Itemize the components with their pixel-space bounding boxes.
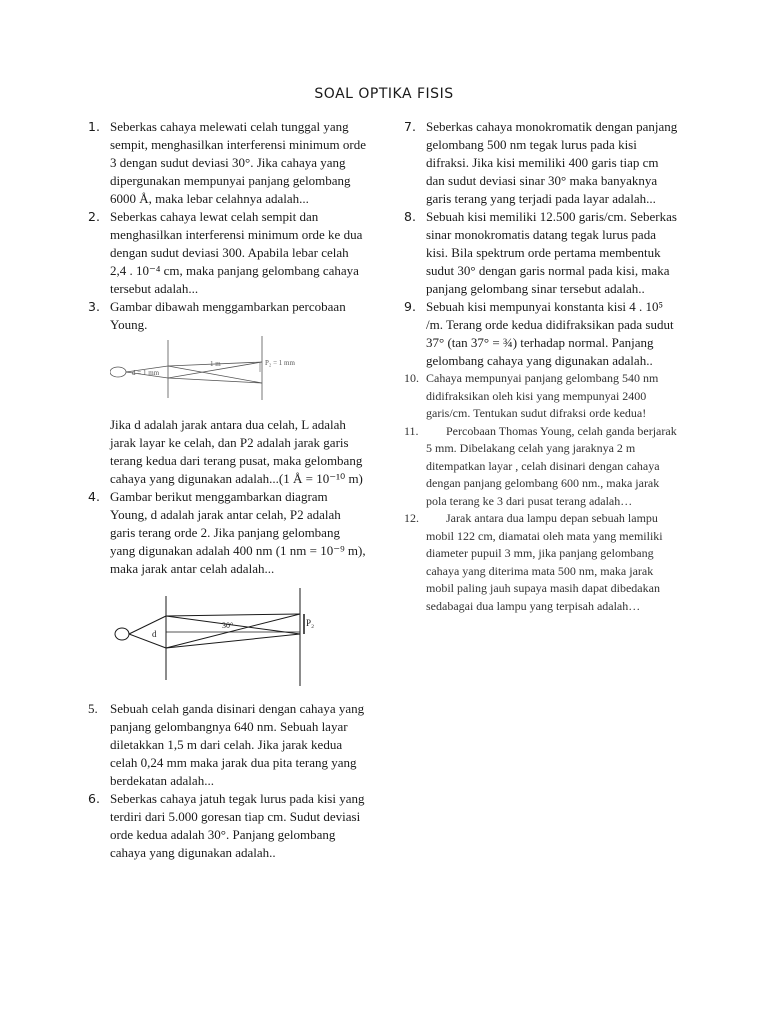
question-text: Gambar berikut menggambarkan diagram Young, d adalah jarak antar celah, P2 adalah garis terang orde 2. Jika panjang gelombang yang digunakan adalah 400 nm (1 nm = 10⁻⁹ m), maka jarak antar celah adalah... [110, 489, 366, 576]
question-text: Seberkas cahaya melewati celah tunggal yang sempit, menghasilkan interferensi minimum orde 3 dengan sudut deviasi 30°. Jika cahaya yang dipergunakan mempunyai panjang gelombang 6000 Å, maka lebar celahnya adalah... [110, 119, 366, 206]
question-3 [88, 298, 366, 334]
question-number: 7. [404, 119, 416, 134]
question-text: Jarak antara dua lampu depan sebuah lampu mobil 122 cm, diamatai oleh mata yang memiliki diameter pupuil 3 mm, jika panjang gelombang cahaya yang diterima mata 500 nm, maka jarak mobil paling jauh supaya masih dapat dibedakan sedabagai dua lampu yang terpisah adalah… [426, 511, 663, 613]
question-11 [404, 423, 680, 511]
question-number: 10. [404, 371, 419, 385]
left-column [88, 118, 366, 862]
question-7 [404, 118, 680, 208]
question-text: Cahaya mempunyai panjang gelombang 540 nm didifraksikan oleh kisi yang mempunyai 2400 garis/cm. Tentukan sudut difraksi orde kedua! [426, 371, 659, 420]
young-experiment-figure-1 [110, 334, 350, 404]
question-text: Seberkas cahaya jatuh tegak lurus pada kisi yang terdiri dari 5.000 goresan tiap cm. Sudut deviasi orde kedua adalah 30°. Panjang gelombang cahaya yang digunakan adalah.. [110, 791, 365, 860]
angle-label: 30° [222, 621, 234, 630]
screen-distance-label: 1 m [210, 360, 221, 368]
question-number: 4. [88, 489, 100, 504]
question-text: Seberkas cahaya lewat celah sempit dan menghasilkan interferensi minimum orde ke dua dengan sudut deviasi 300. Apabila lebar celah 2,4 . 10⁻⁴ cm, maka panjang gelombang cahaya tersebut adalah... [110, 209, 363, 296]
question-2 [88, 208, 366, 298]
question-number: 2. [88, 209, 100, 224]
question-number: 5. [88, 701, 98, 716]
slit-distance-label: d = 1 mm [132, 369, 160, 377]
question-number: 11. [404, 423, 419, 438]
light-source-shape [115, 628, 129, 640]
question-6 [88, 790, 366, 862]
question-5 [88, 700, 366, 790]
light-source-shape [110, 367, 126, 377]
question-number: 6. [88, 791, 100, 806]
question-3-continuation: Jika d adalah jarak antara dua celah, L adalah jarak layar ke celah, dan P2 adalah jarak garis terang kedua dari terang pusat, maka gelombang cahaya yang digunakan adalah...(1 Å = 10⁻¹⁰ m) [110, 417, 363, 486]
question-number: 12. [404, 511, 419, 525]
question-text: Seberkas cahaya monokromatik dengan panjang gelombang 500 nm tegak lurus pada kisi difraksi. Jika kisi memiliki 400 garis tiap cm dan sudut deviasi sinar 30° maka banyaknya garis terang yang terjadi pada layar adalah... [426, 119, 678, 206]
question-12 [404, 510, 680, 615]
young-experiment-figure-2 [110, 588, 350, 688]
question-text: Sebuah kisi memiliki 12.500 garis/cm. Seberkas sinar monokromatis datang tegak lurus pada kisi. Bila spektrum orde pertama membentuk sudut 30° dengan garis normal pada kisi, maka panjang gelombang sinar tersebut adalah.. [426, 209, 677, 296]
question-number: 1. [88, 119, 100, 134]
slit-distance-label: d [152, 629, 157, 639]
question-text: Sebuah celah ganda disinari dengan cahaya yang panjang gelombangnya 640 nm. Sebuah layar diletakkan 1,5 m dari celah. Jika jarak kedua celah 0,24 mm maka jarak dua pita terang yang berdekatan adalah... [110, 701, 365, 788]
question-text: Percobaan Thomas Young, celah ganda berjarak 5 mm. Dibelakang celah yang jaraknya 2 m ditempatkan layar , celah disinari dengan cahaya dengan panjang gelombang 600 nm., maka jarak pola terang ke 3 dari pusat terang adalah… [426, 423, 677, 508]
p2-distance-label: P₂ = 1 mm [265, 359, 295, 367]
question-number: 3. [88, 299, 100, 314]
p2-label: P₂ [306, 618, 315, 628]
question-1 [88, 118, 366, 208]
question-4 [88, 488, 366, 578]
question-text: Gambar dibawah menggambarkan percobaan Young. [110, 299, 346, 332]
question-8 [404, 208, 680, 298]
question-10 [404, 370, 680, 423]
question-9 [404, 298, 680, 370]
page-title: SOAL OPTIKA FISIS [314, 86, 454, 102]
question-number: 8. [404, 209, 416, 224]
question-text: Sebuah kisi mempunyai konstanta kisi 4 . 10⁵ /m. Terang orde kedua didifraksikan pada sudut 37° (tan 37° = ¾) terhadap normal. Panjang gelombang cahaya yang digunakan adalah.. [426, 299, 674, 368]
question-number: 9. [404, 299, 416, 314]
right-column [404, 118, 680, 615]
